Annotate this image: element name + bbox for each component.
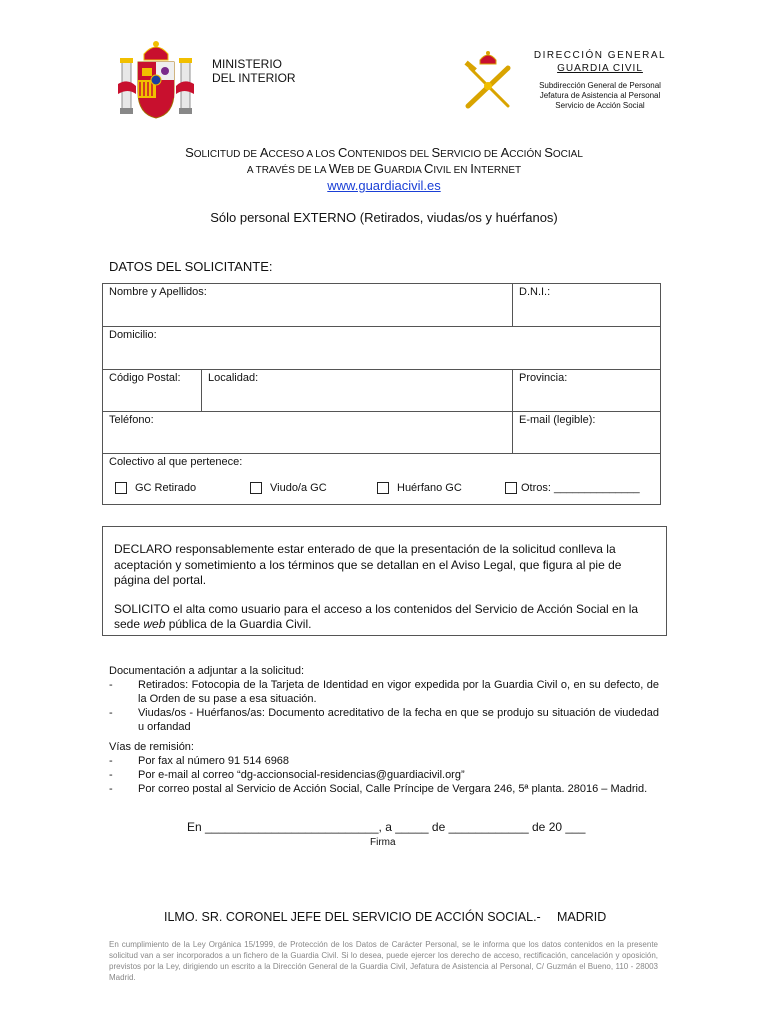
dg-title: DIRECCIÓN GENERAL [533, 50, 667, 61]
ministry-line-2: DEL INTERIOR [212, 71, 296, 85]
domicilio-label: Domicilio: [109, 329, 157, 341]
list-item [109, 706, 659, 734]
title-part: CCESO A LOS [268, 149, 339, 160]
title-part: UARDIA [383, 165, 424, 176]
nombre-field[interactable] [103, 284, 513, 327]
addressee-city: MADRID [557, 910, 607, 924]
solicito-italic: web [143, 617, 166, 631]
title-part: NTERNET [473, 165, 522, 176]
dash: - [109, 755, 113, 767]
title-part: S [544, 145, 553, 160]
vias-list [109, 754, 659, 796]
sub-line-3: Servicio de Acción Social [555, 101, 645, 110]
guardia-civil-header [520, 49, 680, 111]
item-text: Por fax al número 91 514 6968 [138, 755, 290, 767]
guardia-civil-emblem-icon [462, 50, 514, 110]
guardiacivil-link[interactable]: www.guardiacivil.es [327, 178, 441, 193]
email-field[interactable] [513, 412, 661, 454]
item-text: Retirados: Fotocopia de la Tarjeta de Identidad en vigor expedida por la Guardia Civil o, en su defecto, de la Orden de su pase a esa situación. [138, 679, 659, 705]
option-label: Huérfano GC [397, 482, 462, 494]
list-item [109, 678, 659, 706]
checkbox-icon[interactable] [115, 482, 127, 494]
telefono-field[interactable] [103, 412, 513, 454]
documentation-list [109, 678, 659, 734]
applicant-form [102, 283, 661, 505]
declaro-paragraph: DECLARO responsablemente estar enterado de que la presentación de la solicitud conlleva la aceptación y sometimiento a los términos que se detallan en el Aviso Legal, que figura al pie de página del portal. [114, 542, 622, 587]
sub-line-1: Subdirección General de Personal [539, 81, 661, 90]
vias-heading: Vías de remisión: [109, 741, 194, 753]
provincia-field[interactable] [513, 370, 661, 412]
checkbox-icon[interactable] [505, 482, 517, 494]
telefono-label: Teléfono: [109, 414, 154, 426]
applicant-section-heading: DATOS DEL SOLICITANTE: [109, 259, 273, 274]
dash: - [109, 679, 113, 691]
spain-coat-of-arms-icon [118, 40, 194, 122]
gc-title: GUARDIA CIVIL [557, 63, 643, 74]
title-part: S [431, 145, 441, 160]
domicilio-field[interactable] [103, 327, 661, 370]
title-part: EB DE [341, 165, 374, 176]
title-part: W [328, 161, 342, 176]
list-item [109, 782, 659, 796]
codigo-postal-field[interactable] [103, 370, 202, 412]
documentation-section [109, 664, 659, 796]
dash: - [109, 707, 113, 719]
email-label: E-mail (legible): [519, 414, 596, 426]
dni-label: D.N.I.: [519, 286, 551, 298]
title-line-1 [0, 145, 768, 162]
department-lines [520, 81, 680, 111]
title-part: OCIAL [552, 149, 583, 160]
title-part: A TRAVÉS DE LA [246, 165, 329, 176]
option-huerfano-gc[interactable] [377, 482, 505, 494]
checkbox-icon[interactable] [377, 482, 389, 494]
dni-field[interactable] [513, 284, 661, 327]
title-part: CCIÓN [509, 149, 545, 160]
option-gc-retirado[interactable] [115, 482, 250, 494]
title-line-2 [0, 161, 768, 178]
item-text: Por e-mail al correo “dg-accionsocial-residencias@guardiacivil.org” [138, 769, 465, 781]
dash: - [109, 783, 113, 795]
title-part: A [500, 145, 510, 160]
option-viudo-gc[interactable] [250, 482, 377, 494]
title-part: S [185, 145, 194, 160]
solicito-paragraph [114, 602, 655, 633]
solicito-text: SOLICITO el alta como usuario para el acceso a los contenidos del Servicio de Acción Social en la sede [114, 601, 639, 631]
checkbox-icon[interactable] [250, 482, 262, 494]
sub-line-2: Jefatura de Asistencia al Personal [539, 91, 661, 100]
title-part: A [259, 145, 269, 160]
list-item [109, 768, 659, 782]
localidad-field[interactable] [202, 370, 513, 412]
addressee: ILMO. SR. CORONEL JEFE DEL SERVICIO DE ACCIÓN SOCIAL.- [164, 910, 541, 924]
nombre-label: Nombre y Apellidos: [109, 286, 207, 298]
option-label: Viudo/a GC [270, 482, 327, 494]
colectivo-label: Colectivo al que pertenece: [109, 456, 243, 468]
title-part: ONTENIDOS DEL [347, 149, 432, 160]
subtitle: Sólo personal EXTERNO (Retirados, viudas/os y huérfanos) [210, 210, 558, 225]
declaration-box [102, 526, 667, 636]
title-part: G [373, 161, 384, 176]
item-text: Por correo postal al Servicio de Acción Social, Calle Príncipe de Vergara 246, 5ª planta. 28016 – Madrid. [138, 783, 648, 795]
legal-notice: En cumplimiento de la Ley Orgánica 15/1999, de Protección de los Datos de Carácter Personal, se le informa que los datos contenidos en la presente solicitud van a ser incorporados a un fichero de la Guardia Civil. Si lo desea, puede ejercer los derecho de acceso, rectificación, cancelación y oposición, previstos por la Ley, dirigiendo un escrito a la Dirección General de la Guardia Civil, Jefatura de Asistencia al Personal, C/ Guzmán el Bueno, 110 - 28003 Madrid. [109, 940, 658, 982]
option-label: GC Retirado [135, 482, 197, 494]
title-part: I [470, 161, 474, 176]
dash: - [109, 769, 113, 781]
place-date-line[interactable]: En __________________________, a _____ de ____________ de 20 ___ [187, 820, 586, 834]
solicito-text-end: pública de la Guardia Civil. [165, 617, 312, 631]
item-text: Viudas/os - Huérfanos/as: Documento acreditativo de la fecha en que se produjo su situación de viudedad u orfandad [138, 707, 659, 733]
colectivo-field [103, 454, 661, 505]
codigo-postal-label: Código Postal: [109, 372, 181, 384]
colectivo-options [109, 482, 654, 494]
option-otros[interactable] [505, 482, 640, 494]
title-part: OLICITUD DE [193, 149, 260, 160]
title-part: C [338, 145, 348, 160]
localidad-label: Localidad: [208, 372, 259, 384]
firma-label: Firma [370, 837, 396, 848]
ministry-line-1: MINISTERIO [212, 57, 283, 71]
title-part: C [423, 161, 434, 176]
list-item [109, 754, 659, 768]
ministry-name [212, 57, 296, 85]
provincia-label: Provincia: [519, 372, 568, 384]
title-part: ERVICIO DE [440, 149, 501, 160]
option-label: Otros: ______________ [521, 482, 640, 494]
documentation-heading: Documentación a adjuntar a la solicitud: [109, 665, 305, 677]
title-part: IVIL EN [433, 165, 471, 176]
